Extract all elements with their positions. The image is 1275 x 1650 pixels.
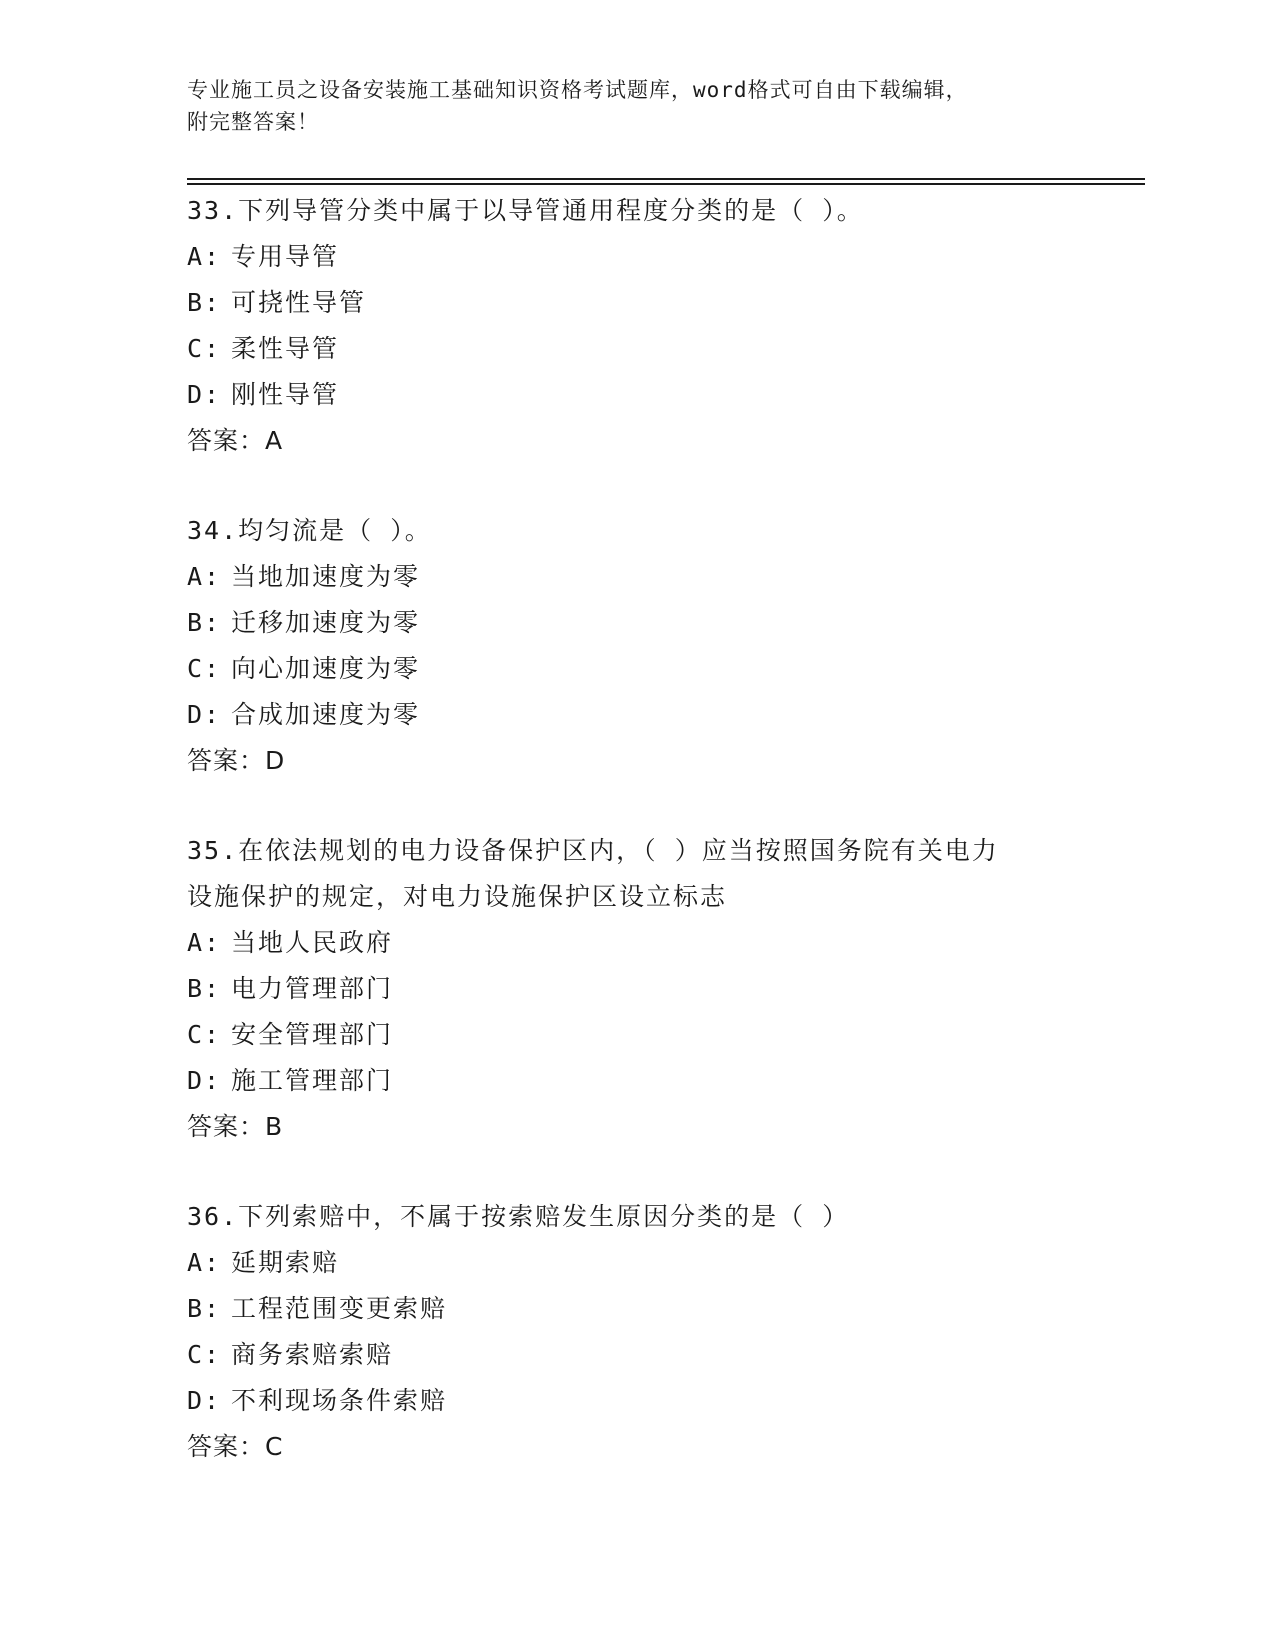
option-key: A: — [187, 928, 222, 957]
option-a — [187, 920, 1087, 966]
header-divider-top — [187, 178, 1145, 180]
option-key: B: — [187, 608, 222, 637]
option-a — [187, 1240, 1087, 1286]
option-c — [187, 326, 1087, 372]
question-stem-line-1: 35.在依法规划的电力设备保护区内，（ ）应当按照国务院有关电力 — [187, 836, 999, 865]
option-text: 可挠性导管 — [231, 288, 367, 317]
question-34 — [187, 508, 1087, 784]
option-b — [187, 280, 1087, 326]
option-key: D: — [187, 1386, 222, 1415]
option-key: C: — [187, 1340, 222, 1369]
option-key: B: — [187, 1294, 222, 1323]
option-key: A: — [187, 562, 222, 591]
question-33 — [187, 188, 1087, 464]
option-d — [187, 1378, 1087, 1424]
option-text: 柔性导管 — [231, 334, 340, 363]
option-text: 电力管理部门 — [231, 974, 394, 1003]
answer: 答案：B — [187, 1112, 284, 1141]
option-text: 延期索赔 — [231, 1248, 340, 1277]
option-text: 安全管理部门 — [231, 1020, 394, 1049]
option-b — [187, 1286, 1087, 1332]
option-key: C: — [187, 1020, 222, 1049]
option-text: 当地加速度为零 — [231, 562, 421, 591]
option-c — [187, 1332, 1087, 1378]
option-b — [187, 966, 1087, 1012]
document-header — [187, 74, 1087, 138]
option-key: B: — [187, 288, 222, 317]
option-text: 合成加速度为零 — [231, 700, 421, 729]
option-key: C: — [187, 334, 222, 363]
question-stem: 33.下列导管分类中属于以导管通用程度分类的是（ ）。 — [187, 196, 864, 225]
option-d — [187, 1058, 1087, 1104]
option-text: 当地人民政府 — [231, 928, 394, 957]
option-a — [187, 554, 1087, 600]
option-text: 专用导管 — [231, 242, 340, 271]
answer: 答案：A — [187, 426, 284, 455]
option-key: B: — [187, 974, 222, 1003]
option-text: 施工管理部门 — [231, 1066, 394, 1095]
answer: 答案：C — [187, 1432, 284, 1461]
option-d — [187, 692, 1087, 738]
option-text: 工程范围变更索赔 — [231, 1294, 448, 1323]
option-a — [187, 234, 1087, 280]
option-d — [187, 372, 1087, 418]
option-c — [187, 646, 1087, 692]
question-35 — [187, 828, 1087, 1150]
option-key: D: — [187, 380, 222, 409]
option-key: D: — [187, 700, 222, 729]
option-text: 商务索赔索赔 — [231, 1340, 394, 1369]
option-text: 不利现场条件索赔 — [231, 1386, 448, 1415]
option-key: D: — [187, 1066, 222, 1095]
option-key: A: — [187, 1248, 222, 1277]
option-text: 刚性导管 — [231, 380, 340, 409]
option-c — [187, 1012, 1087, 1058]
option-text: 向心加速度为零 — [231, 654, 421, 683]
question-stem: 36.下列索赔中，不属于按索赔发生原因分类的是（ ） — [187, 1202, 850, 1231]
option-b — [187, 600, 1087, 646]
question-36 — [187, 1194, 1087, 1470]
answer: 答案：D — [187, 746, 286, 775]
option-key: A: — [187, 242, 222, 271]
header-line-2: 附完整答案！ — [187, 110, 319, 134]
option-text: 迁移加速度为零 — [231, 608, 421, 637]
question-stem: 34.均匀流是（ ）。 — [187, 516, 432, 545]
header-divider-bottom — [187, 183, 1145, 185]
header-line-1: 专业施工员之设备安装施工基础知识资格考试题库，word格式可自由下载编辑， — [187, 78, 968, 102]
question-stem-line-2: 设施保护的规定，对电力设施保护区设立标志 — [187, 882, 728, 911]
option-key: C: — [187, 654, 222, 683]
